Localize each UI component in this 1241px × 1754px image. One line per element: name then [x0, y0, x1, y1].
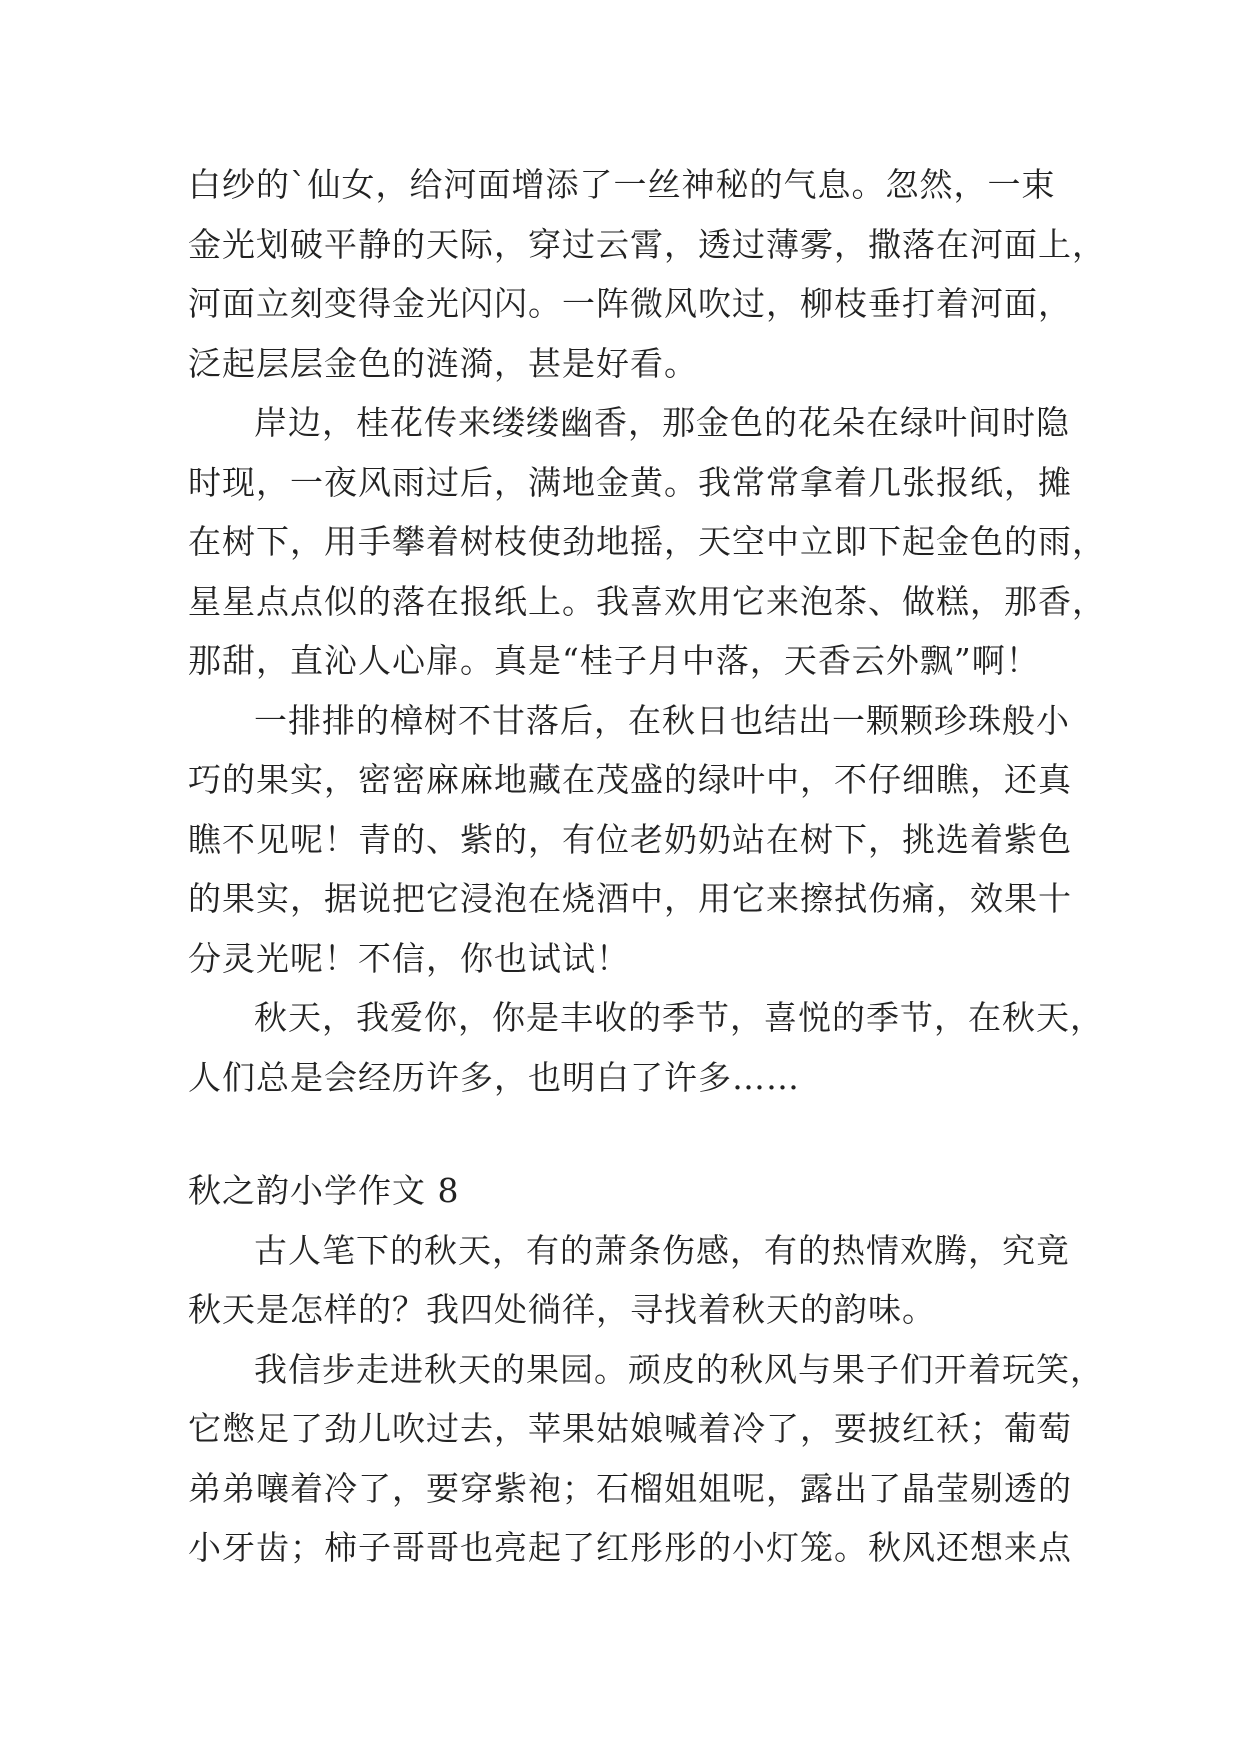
- paragraph: [188, 393, 1106, 691]
- text-line: 瞧不见呢！青的、紫的，有位老奶奶站在树下，挑选着紫色: [188, 819, 1072, 859]
- text-line: 白纱的`仙女，给河面增添了一丝神秘的气息。忽然，一束: [188, 165, 1056, 204]
- text-line: 河面立刻变得金光闪闪。一阵微风吹过，柳枝垂打着河面，: [188, 284, 1072, 323]
- text-line: 古人笔下的秋天，有的萧条伤感，有的热情欢腾，究竟: [254, 1230, 1070, 1270]
- text-line: 小牙齿；柿子哥哥也亮起了红彤彤的小灯笼。秋风还想来点: [188, 1528, 1072, 1567]
- text-line: 一排排的樟树不甘落后，在秋日也结出一颗颗珍珠般小: [254, 700, 1070, 740]
- text-line: 那甜，直沁人心扉。真是“桂子月中落，天香云外飘”啊！: [188, 641, 1040, 680]
- text-line: 巧的果实，密密麻麻地藏在茂盛的绿叶中，不仔细瞧，还真: [188, 760, 1072, 799]
- text-line: 弟弟嚷着冷了，要穿紫袍；石榴姐姐呢，露出了晶莹剔透的: [188, 1468, 1072, 1508]
- text-line: 时现，一夜风雨过后，满地金黄。我常常拿着几张报纸，摊: [188, 462, 1072, 502]
- paragraph: [188, 988, 1104, 1107]
- text-line: 泛起层层金色的涟漪，甚是好看。: [188, 343, 698, 383]
- text-line: 我信步走进秋天的果园。顽皮的秋风与果子们开着玩笑，: [254, 1349, 1104, 1389]
- text-line: 岸边，桂花传来缕缕幽香，那金色的花朵在绿叶间时隐: [254, 403, 1070, 442]
- text-line: 金光划破平静的天际，穿过云霄，透过薄雾，撒落在河面上，: [188, 224, 1106, 264]
- text-line: 在树下，用手攀着树枝使劲地摇，天空中立即下起金色的雨，: [188, 522, 1106, 561]
- text-line: 秋天是怎样的？我四处徜徉，寻找着秋天的韵味。: [188, 1290, 936, 1329]
- paragraph: [188, 155, 1106, 393]
- document-body: [188, 155, 1106, 1578]
- text-line: 的果实，据说把它浸泡在烧酒中，用它来擦拭伤痛，效果十: [188, 879, 1072, 918]
- text-line: 星星点点似的落在报纸上。我喜欢用它来泡茶、做糕，那香，: [188, 581, 1106, 621]
- section-title: 秋之韵小学作文 8: [188, 1171, 460, 1210]
- text-line: 它憋足了劲儿吹过去，苹果姑娘喊着冷了，要披红袄；葡萄: [188, 1409, 1072, 1448]
- text-line: 分灵光呢！不信，你也试试！: [188, 938, 630, 978]
- paragraph: [188, 1221, 1070, 1340]
- paragraph: [188, 691, 1072, 989]
- text-line: 秋天，我爱你，你是丰收的季节，喜悦的季节，在秋天，: [254, 998, 1104, 1037]
- text-line: 人们总是会经历许多，也明白了许多……: [188, 1057, 800, 1097]
- paragraph: [188, 1340, 1104, 1578]
